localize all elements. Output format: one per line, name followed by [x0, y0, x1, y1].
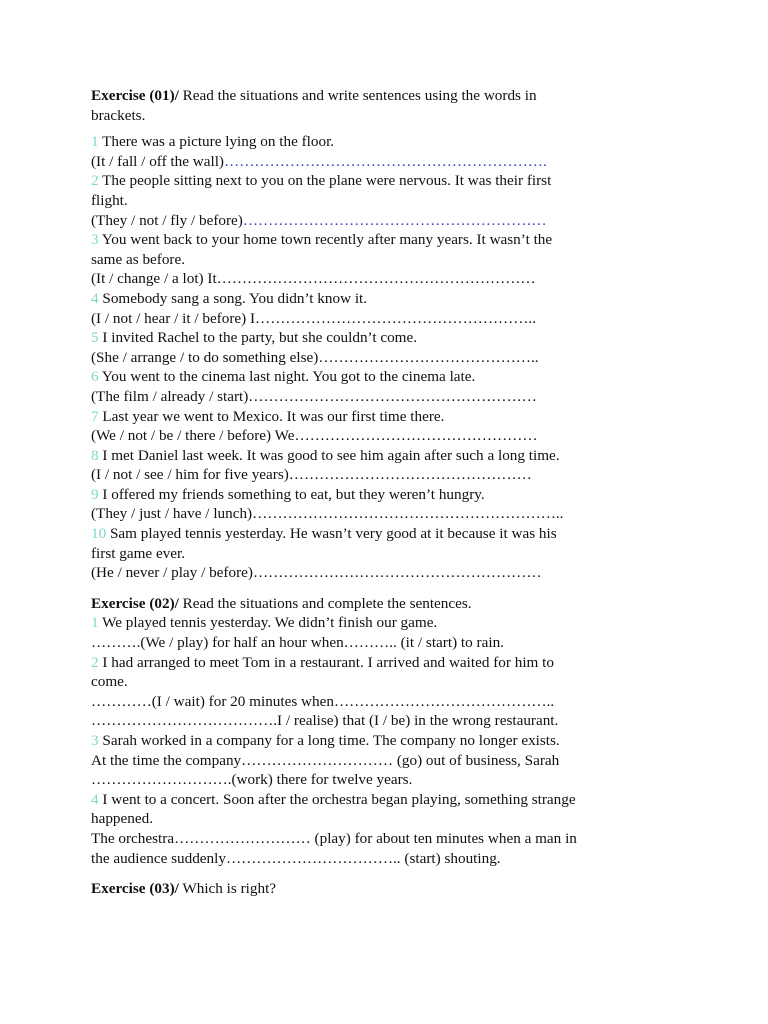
question-line — [91, 446, 691, 466]
question-text: There was a picture lying on the floor. — [102, 133, 335, 151]
question-line — [91, 790, 691, 810]
question-text: You went back to your home town recently after many years. It wasn’t the — [101, 231, 553, 249]
question-text: I went to a concert. Soon after the orchestra began playing, something strange — [102, 790, 576, 808]
question-line — [91, 849, 691, 869]
question-text: The people sitting next to you on the plane were nervous. It was their first — [102, 172, 552, 190]
answer-blank: ……………………………………………………… — [216, 270, 536, 288]
question-line — [91, 653, 691, 673]
question-number: 2 — [91, 653, 99, 671]
exercise-2-instruction: Read the situations and complete the sentences. — [178, 594, 472, 612]
answer-line — [91, 563, 691, 583]
question-number: 8 — [91, 446, 99, 464]
question-line — [91, 132, 691, 152]
prompt-words: (We / not / be / there / before) We — [91, 427, 295, 445]
answer-line — [91, 269, 691, 289]
question-text: ……….(We / play) for half an hour when……….. (it / start) to rain. — [91, 634, 504, 652]
question-text: We played tennis yesterday. We didn’t finish our game. — [102, 614, 438, 632]
question-text: I offered my friends something to eat, but they weren’t hungry. — [102, 485, 485, 503]
answer-line — [91, 152, 691, 172]
question-number: 5 — [91, 329, 99, 347]
question-line — [91, 613, 691, 633]
question-number: 9 — [91, 485, 99, 503]
question-text: I had arranged to meet Tom in a restaurant. I arrived and waited for him to — [102, 653, 554, 671]
answer-line — [91, 504, 691, 524]
question-text: same as before. — [91, 250, 186, 268]
question-text: Sam played tennis yesterday. He wasn’t very good at it because it was his — [109, 525, 557, 543]
question-line — [91, 328, 691, 348]
question-line — [91, 711, 691, 731]
question-line — [91, 731, 691, 751]
answer-blank: ………………………………………… — [294, 427, 538, 445]
answer-line — [91, 465, 691, 485]
question-number: 10 — [91, 525, 107, 543]
question-number: 3 — [91, 231, 99, 249]
answer-blank: …………………………………………………….. — [252, 505, 564, 523]
question-text: I invited Rachel to the party, but she couldn’t come. — [102, 329, 418, 347]
question-text: Last year we went to Mexico. It was our first time there. — [102, 407, 445, 425]
answer-blank: ……………………………………………….. — [255, 309, 537, 327]
question-text: The orchestra……………………… (play) for about ten minutes when a man in — [91, 829, 577, 847]
answer-line — [91, 348, 691, 368]
exercise-1-items — [91, 132, 691, 583]
prompt-words: (It / fall / off the wall) — [91, 152, 224, 170]
prompt-words: (I / not / see / him for five years) — [91, 466, 289, 484]
question-line — [91, 524, 691, 544]
exercise-2-title: Exercise (02)/ — [91, 594, 179, 612]
question-text: Somebody sang a song. You didn’t know it. — [102, 289, 368, 307]
exercise-1-instruction: Read the situations and write sentences using the words in — [178, 87, 537, 104]
question-number: 1 — [91, 614, 99, 632]
question-number: 7 — [91, 407, 99, 425]
question-line — [91, 544, 691, 564]
exercise-3-instruction: Which is right? — [178, 880, 277, 898]
exercise-1-heading — [91, 86, 691, 106]
question-text: come. — [91, 673, 128, 691]
question-number: 3 — [91, 732, 99, 749]
answer-blank: ………………………………………………………. — [224, 152, 547, 170]
question-line — [91, 829, 691, 849]
question-line — [91, 171, 691, 191]
worksheet — [91, 86, 691, 899]
prompt-words: (He / never / play / before) — [91, 564, 253, 582]
question-line — [91, 751, 691, 771]
question-line — [91, 672, 691, 692]
question-line — [91, 230, 691, 250]
question-number: 4 — [91, 289, 99, 307]
question-line — [91, 770, 691, 790]
prompt-words: (They / just / have / lunch) — [91, 505, 253, 523]
question-line — [91, 289, 691, 309]
question-text: the audience suddenly…………………………….. (start) shouting. — [91, 849, 501, 867]
answer-line — [91, 211, 691, 231]
answer-blank: ………………………………………………… — [252, 564, 542, 582]
question-line — [91, 485, 691, 505]
question-text: I met Daniel last week. It was good to see him again after such a long time. — [102, 446, 560, 464]
question-number: 1 — [91, 133, 99, 151]
question-line — [91, 407, 691, 427]
question-line — [91, 809, 691, 829]
question-text: ……………………………….I / realise) that (I / be) in the wrong restaurant. — [91, 712, 559, 730]
question-text: Sarah worked in a company for a long time. The company no longer exists. — [102, 732, 560, 749]
question-number: 2 — [91, 172, 99, 190]
question-number: 4 — [91, 790, 99, 808]
question-text: first game ever. — [91, 544, 186, 562]
exercise-2-items — [91, 613, 691, 868]
question-text: You went to the cinema last night. You got to the cinema late. — [101, 368, 476, 386]
prompt-words: (They / not / fly / before) — [91, 211, 243, 229]
prompt-words: (It / change / a lot) It — [91, 270, 217, 288]
answer-line — [91, 426, 691, 446]
question-line — [91, 367, 691, 387]
question-text: ……………………….(work) there for twelve years. — [91, 771, 413, 789]
answer-blank: ………………………………………………… — [248, 387, 537, 405]
answer-blank: ………………………………………… — [288, 466, 532, 484]
exercise-2-heading — [91, 594, 691, 614]
prompt-words: (The film / already / start) — [91, 387, 249, 405]
prompt-words: (She / arrange / to do something else) — [91, 348, 319, 366]
question-text: At the time the company………………………… (go) out of business, Sarah — [91, 751, 560, 769]
question-line — [91, 633, 691, 653]
prompt-words: (I / not / hear / it / before) I — [91, 309, 256, 327]
exercise-3-title: Exercise (03)/ — [91, 880, 179, 898]
question-line — [91, 191, 691, 211]
exercise-1-title: Exercise (01)/ — [91, 87, 179, 104]
exercise-3-heading — [91, 879, 691, 899]
question-line — [91, 692, 691, 712]
question-line — [91, 250, 691, 270]
answer-line — [91, 387, 691, 407]
exercise-1-instruction-cont: brackets. — [91, 106, 146, 124]
answer-blank: …………………………………….. — [318, 348, 539, 366]
question-number: 6 — [91, 368, 99, 386]
answer-line — [91, 309, 691, 329]
question-text: flight. — [91, 191, 128, 209]
question-text: happened. — [91, 810, 153, 828]
question-text: …………(I / wait) for 20 minutes when…………………………………….. — [91, 692, 555, 710]
answer-blank: …………………………………………………… — [242, 211, 547, 229]
